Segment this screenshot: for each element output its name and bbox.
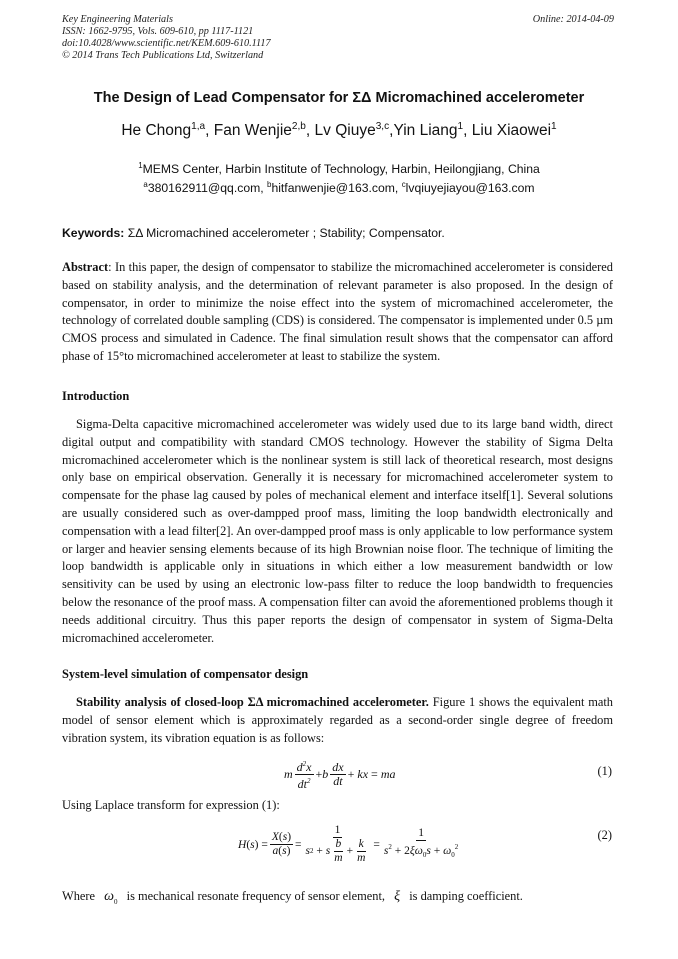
paper-title: The Design of Lead Compensator for ΣΔ Micromachined accelerometer bbox=[93, 90, 585, 106]
keywords-text: ΣΔ Micromachined accelerometer ; Stability; Compensator. bbox=[124, 226, 445, 240]
email-list: $^a$380162911@qq.com, $^b$hitfanwenjie@163.com, $^c$lvqiuyejiayou@163.com bbox=[143, 180, 535, 196]
equation-2: H ( s ) = $\frac{X(s)}{a(s)}$ = 1 s 2 + s $\frac{b}{m}$ + $\frac{k}{m}$ = $\frac{1}{s^2 + 2\xi\omega_0s + \omega_0^2}$ bbox=[238, 824, 459, 864]
keywords-label: Keywords: bbox=[62, 226, 125, 240]
stability-subheading: Stability analysis of closed-loop ΣΔ micromachined accelerometer. bbox=[76, 695, 429, 709]
issn-line: ISSN: 1662-9795, Vols. 609-610, pp 1117-1121 bbox=[62, 26, 254, 37]
omega-symbol: $\omega_0$ bbox=[104, 889, 118, 906]
online-date: Online: 2014-04-09 bbox=[532, 14, 614, 25]
author-list: He Chong$^{1,a}$, Fan Wenjie$^{2,b}$, Lv Qiuye$^{3,c}$,Yin Liang$^1$, Liu Xiaowei$^1$ bbox=[121, 121, 557, 140]
equation-number: (1) bbox=[597, 764, 612, 778]
laplace-text: Using Laplace transform for expression (1): bbox=[62, 798, 280, 812]
journal-name: Key Engineering Materials bbox=[62, 14, 173, 25]
where-sentence bbox=[62, 889, 523, 906]
email-address: hitfanwenjie@163.com bbox=[271, 181, 395, 196]
equation-number: (2) bbox=[597, 828, 612, 842]
email-sup: c bbox=[401, 180, 406, 189]
section-heading-system-level: System-level simulation of compensator design bbox=[62, 667, 309, 681]
abstract-label: Abstract bbox=[62, 260, 109, 274]
stability-text: Figure 1 shows the equivalent math model of sensor element which is approximately regarded as a second-order single degree of freedom vibration system, its vibration equation is as follows: bbox=[62, 695, 614, 745]
author-sup: 3,c bbox=[375, 121, 390, 132]
author-sup: 1 bbox=[551, 121, 557, 132]
introduction-text: Sigma-Delta capacitive micromachined accelerometer was widely used due to its large band width, direct digital output and compatibility with standard CMOS technology. However the stability of Sigma Delta micromachined accelerometer which is the nonlinear system is still lack of theoretical research, most designs only base on empirical observation. Generally it is necessary for micromachined accelerometer system to compensate for the phase lag caused by poles of mechanical element and interface itself[1]. Several solutions are usually considered such as over-dampped proof mass, limiting the loop bandwidth electronically and compensation with a lead filter[2]. An over-dampped proof mass is only applicable to low performance system or larger and heavier sensing elements because of its high Brownian noise floor. The technique of limiting the loop bandwidth is applicable only in situations in which either a low measurement bandwidth or low sensitivity can be used by using an electronic low-pass filter to reduce the loop bandwidth to frequencies below the resonance of the proof mass. A compensation filter can avoid the aforementioned problems though it needs additional circuitry. Thus this paper reports the design of compensator in system of Sigma-Delta micromachined accelerometer. bbox=[62, 417, 613, 645]
fraction: $\frac{X(s)}{a(s)}$ bbox=[271, 831, 292, 857]
abstract-text: : In this paper, the design of compensator to stabilize the micromachined accelerometer is considered based on stability analysis, and the determination of relevant parameter is also proposed. In the design of compensator, in order to minimize the noise effect into the system of micromachined accelerometer, the technology of correlated double sampling (CDS) is considered. The compensator is implemented under 0.5 µm CMOS process and simulated in Cadence. The final simulation result shows that the compensator can afford phase of 15°to micromachined accelerometer at least to stabilize the system. bbox=[62, 260, 613, 363]
where-prefix: Where bbox=[62, 889, 96, 903]
copyright-line: © 2014 Trans Tech Publications Ltd, Switzerland bbox=[62, 50, 264, 61]
keywords bbox=[62, 226, 445, 240]
author-name: Yin Liang bbox=[393, 122, 458, 140]
author-name: Liu Xiaowei bbox=[471, 122, 552, 140]
email-sup: b bbox=[267, 180, 272, 189]
stability-paragraph bbox=[62, 694, 613, 747]
section-heading-introduction: Introduction bbox=[62, 389, 130, 403]
email-address: 380162911@qq.com bbox=[147, 181, 261, 196]
where-mid: is mechanical resonate frequency of sensor element, bbox=[126, 889, 385, 903]
fraction: $\frac{dx}{dt}$ bbox=[332, 760, 344, 788]
xi-symbol: ξ bbox=[394, 889, 401, 904]
author-name: He Chong bbox=[121, 122, 192, 140]
where-suffix: is damping coefficient. bbox=[409, 889, 523, 903]
journal-header bbox=[62, 14, 271, 62]
affiliation bbox=[0, 161, 678, 176]
fraction: 1 s 2 + s $\frac{b}{m}$ + $\frac{k}{m}$ bbox=[305, 824, 366, 864]
doi-line: doi:10.4028/www.scientific.net/KEM.609-610.1117 bbox=[62, 38, 271, 49]
fraction: $\frac{1}{s^2 + 2\xi\omega_0s + \omega_0^2}$ bbox=[383, 826, 459, 860]
abstract bbox=[62, 259, 613, 366]
email-address: lvqiuyejiayou@163.com bbox=[405, 181, 535, 196]
affiliation-sup: 1 bbox=[138, 161, 143, 170]
email-sup: a bbox=[143, 180, 148, 189]
author-sup: 1 bbox=[457, 121, 464, 132]
affiliation-text: MEMS Center, Harbin Institute of Technology, Harbin, Heilongjiang, China bbox=[142, 162, 540, 177]
author-sup: 1,a bbox=[191, 121, 206, 132]
equation-1: m $\frac{d^2x}{dt^2}$ + b $\frac{dx}{dt}$ + kx = ma bbox=[284, 760, 396, 791]
author-name: Lv Qiuye bbox=[314, 122, 376, 140]
author-sup: 2,b bbox=[291, 121, 306, 132]
author-name: Fan Wenjie bbox=[213, 122, 292, 140]
fraction: $\frac{d^2x}{dt^2}$ bbox=[296, 760, 312, 791]
